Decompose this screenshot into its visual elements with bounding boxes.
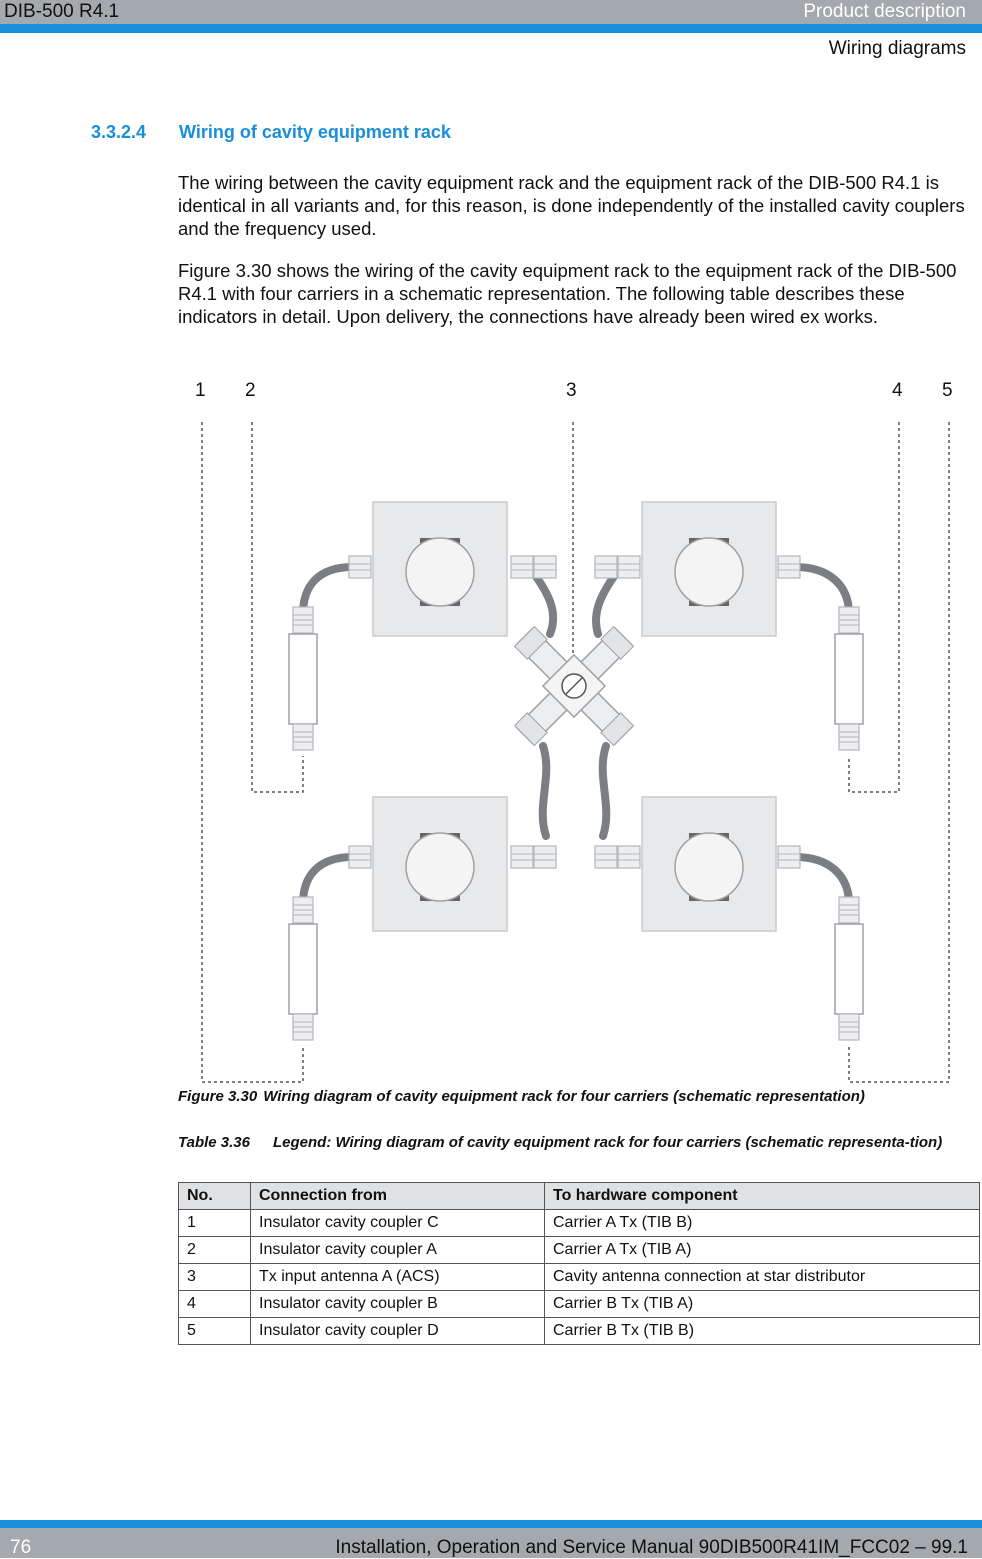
table-row bbox=[179, 1210, 980, 1237]
table-caption-text: Legend: Wiring diagram of cavity equipment rack for four carriers (schematic representa-tion) bbox=[273, 1134, 943, 1151]
cell-connection-from: Insulator cavity coupler B bbox=[251, 1291, 545, 1318]
table-header-row bbox=[179, 1183, 980, 1210]
cell-hardware-component: Carrier B Tx (TIB A) bbox=[545, 1291, 980, 1318]
header-section: Wiring diagrams bbox=[828, 38, 966, 59]
paragraph-figure-reference: Figure 3.30 shows the wiring of the cavity equipment rack to the equipment rack of the DIB-500 R4.1 with four carriers in a schematic representation. The following table describes these indicators in detail. Upon delivery, the connections have already been wired ex works. bbox=[178, 260, 957, 327]
cell-hardware-component: Carrier A Tx (TIB A) bbox=[545, 1237, 980, 1264]
cell-connection-from: Insulator cavity coupler D bbox=[251, 1318, 545, 1345]
callout-2: 2 bbox=[245, 380, 256, 401]
cell-no: 2 bbox=[179, 1237, 251, 1264]
callout-3: 3 bbox=[566, 380, 577, 401]
footer-page-number: 76 bbox=[10, 1537, 32, 1558]
figure-caption-text: Wiring diagram of cavity equipment rack for four carriers (schematic representation) bbox=[263, 1088, 865, 1105]
callout-4: 4 bbox=[892, 380, 903, 401]
header-chapter: Product description bbox=[803, 1, 966, 22]
legend-table bbox=[178, 1182, 980, 1345]
header-no: No. bbox=[179, 1183, 251, 1210]
table-row bbox=[179, 1237, 980, 1264]
callout-5: 5 bbox=[942, 380, 953, 401]
cell-hardware-component: Carrier A Tx (TIB B) bbox=[545, 1210, 980, 1237]
figure-caption-label: Figure 3.30 bbox=[178, 1088, 258, 1105]
footer-manual-title: Installation, Operation and Service Manual 90DIB500R41IM_FCC02 – 99.1 bbox=[335, 1537, 968, 1558]
cell-no: 1 bbox=[179, 1210, 251, 1237]
table-caption bbox=[178, 1133, 978, 1152]
cell-hardware-component: Carrier B Tx (TIB B) bbox=[545, 1318, 980, 1345]
table-row bbox=[179, 1318, 980, 1345]
header-doc-id: DIB-500 R4.1 bbox=[4, 1, 120, 22]
cell-connection-from: Insulator cavity coupler A bbox=[251, 1237, 545, 1264]
header-accent-rule bbox=[0, 24, 982, 33]
cell-no: 5 bbox=[179, 1318, 251, 1345]
cell-connection-from: Insulator cavity coupler C bbox=[251, 1210, 545, 1237]
section-title: Wiring of cavity equipment rack bbox=[179, 122, 451, 142]
footer-accent-rule bbox=[0, 1520, 982, 1528]
callout-1: 1 bbox=[195, 380, 206, 401]
figure-caption bbox=[178, 1088, 865, 1105]
paragraph-intro: The wiring between the cavity equipment rack and the equipment rack of the DIB-500 R4.1 is identical in all variants and, for this reason, is done independently of the installed cavity couplers and the frequency used. bbox=[178, 172, 965, 239]
header-hardware-component: To hardware component bbox=[545, 1183, 980, 1210]
cell-no: 4 bbox=[179, 1291, 251, 1318]
table-row bbox=[179, 1291, 980, 1318]
wiring-diagram bbox=[178, 366, 978, 1092]
cell-hardware-component: Cavity antenna connection at star distributor bbox=[545, 1264, 980, 1291]
cell-no: 3 bbox=[179, 1264, 251, 1291]
header-connection-from: Connection from bbox=[251, 1183, 545, 1210]
table-row bbox=[179, 1264, 980, 1291]
section-number: 3.3.2.4 bbox=[91, 122, 147, 142]
table-caption-label: Table 3.36 bbox=[178, 1134, 250, 1151]
cell-connection-from: Tx input antenna A (ACS) bbox=[251, 1264, 545, 1291]
